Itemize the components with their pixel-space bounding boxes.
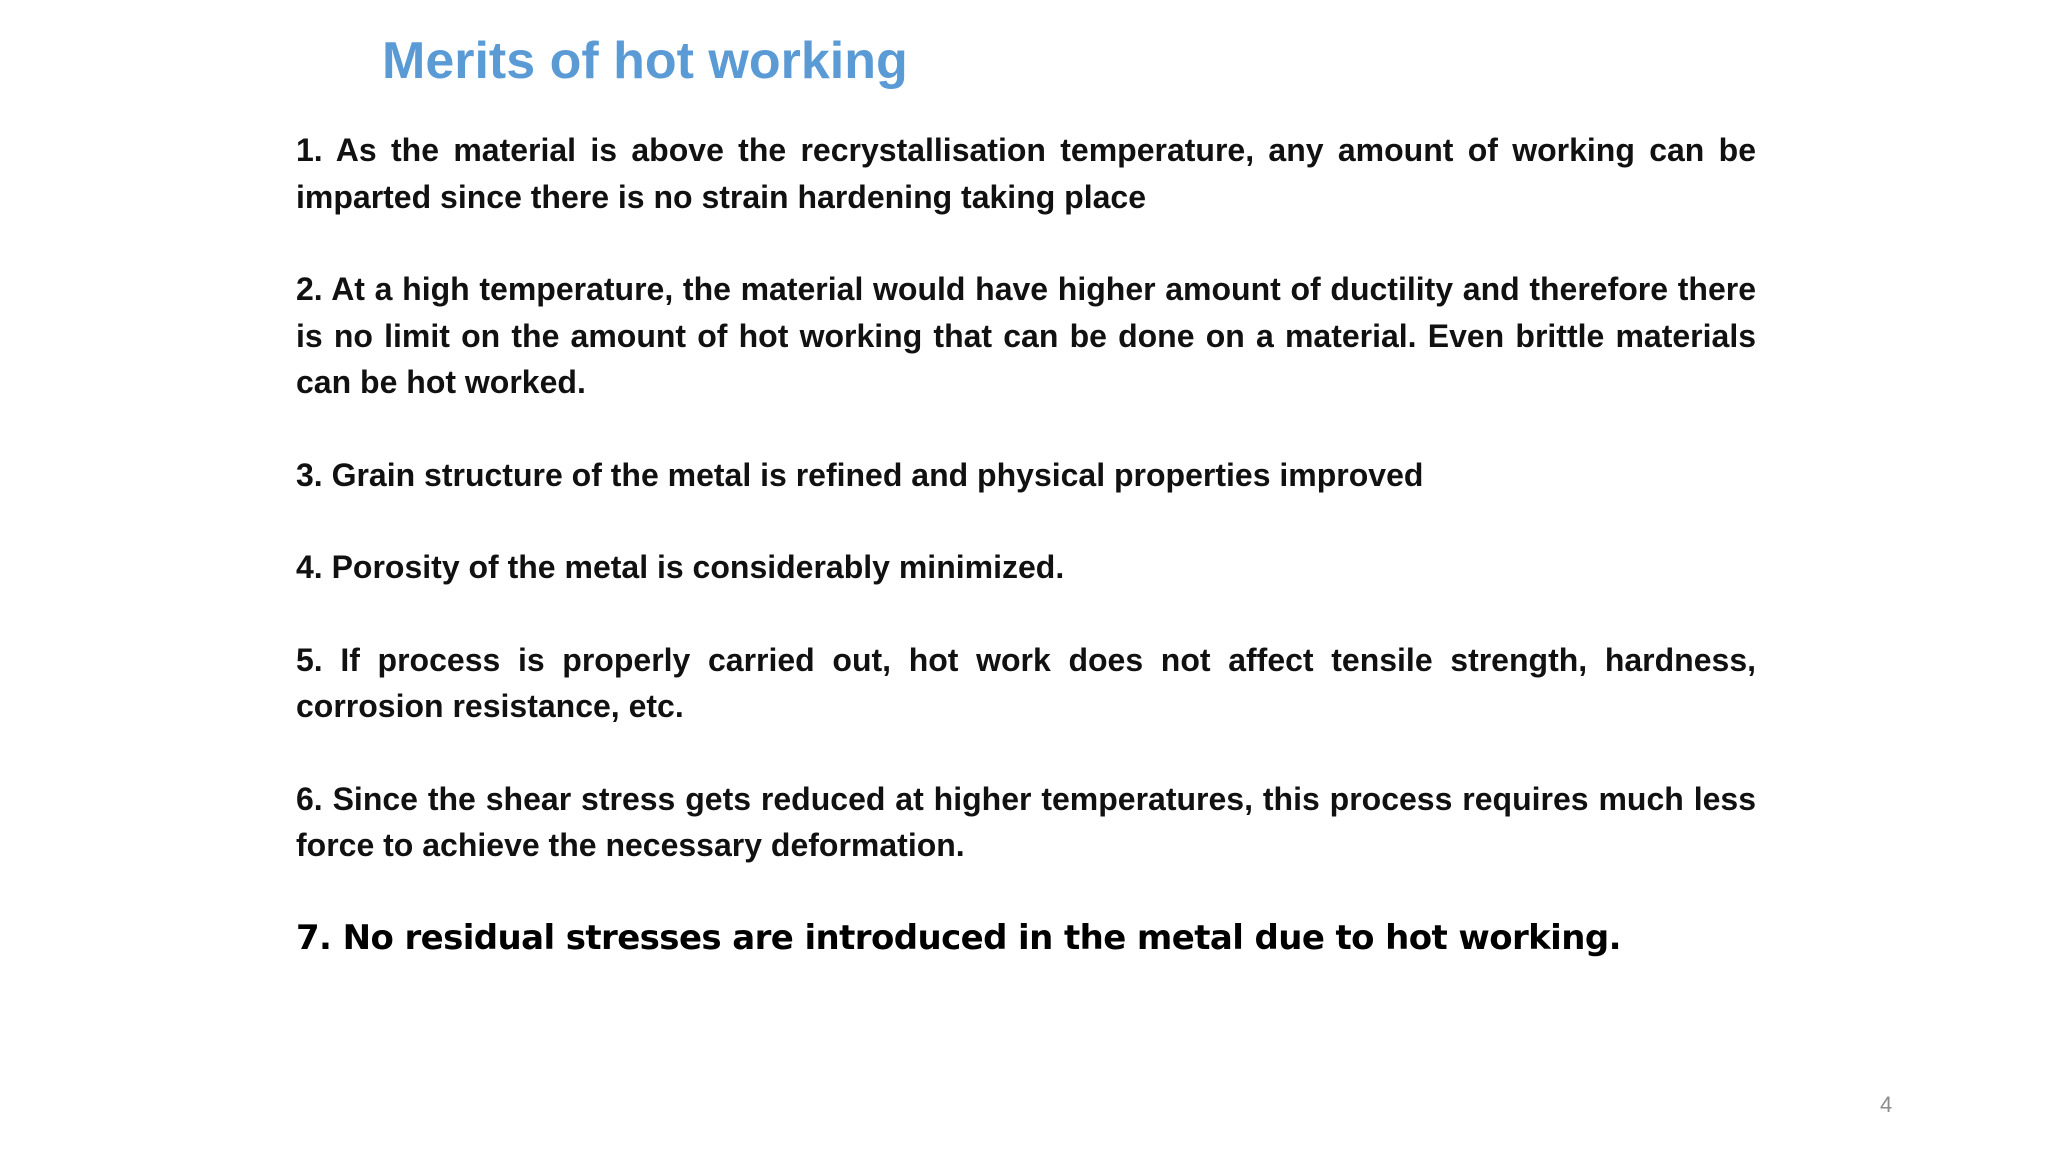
page-number: 4	[1880, 1092, 1893, 1117]
merit-item-7: 7. No residual stresses are introduced in the metal due to hot working.	[296, 917, 1621, 958]
merits-list	[296, 127, 1756, 1007]
slide-title: Merits of hot working	[382, 32, 908, 90]
merit-item-5: 5. If process is properly carried out, hot work does not affect tensile strength, hardness, corrosion resistance, etc.	[296, 641, 1756, 724]
merit-item-4: 4. Porosity of the metal is considerably minimized.	[296, 549, 1065, 585]
merit-item-2: 2. At a high temperature, the material would have higher amount of ductility and therefore there is no limit on the amount of hot working that can be done on a material. Even brittle materials can be hot worked.	[296, 271, 1756, 400]
merit-item-3: 3. Grain structure of the metal is refined and physical properties improved	[296, 456, 1424, 493]
merit-item-1: 1. As the material is above the recrystallisation temperature, any amount of working can be imparted since there is no strain hardening taking place	[296, 132, 1756, 215]
merit-item-6: 6. Since the shear stress gets reduced at higher temperatures, this process requires much less force to achieve the necessary deformation.	[296, 780, 1756, 863]
